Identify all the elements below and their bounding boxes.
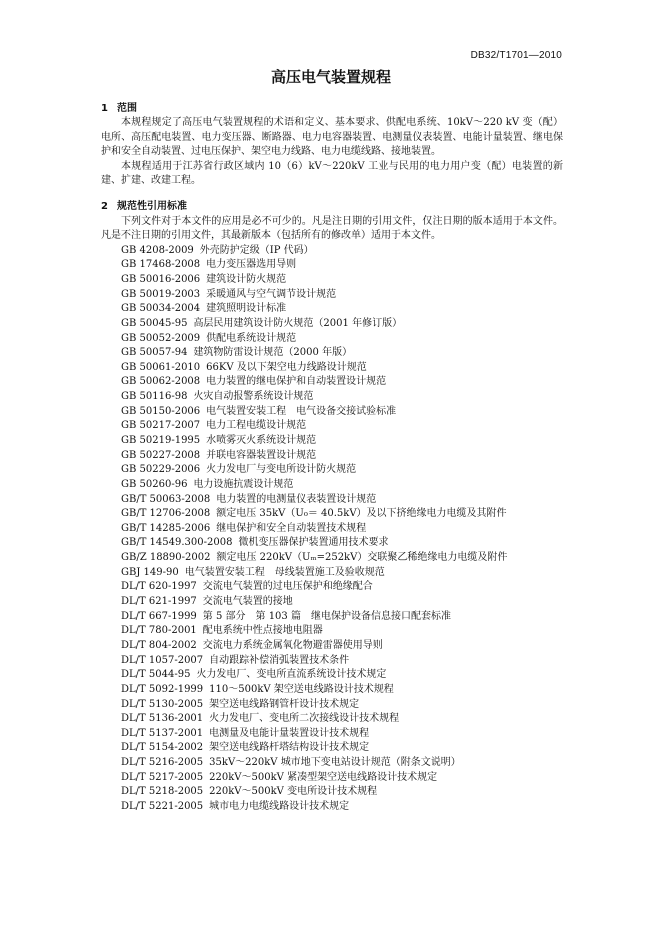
reference-code: GB 50150-2006 xyxy=(121,405,201,417)
reference-item xyxy=(121,551,563,566)
reference-title: 采暖通风与空气调节设计规范 xyxy=(206,288,337,300)
reference-title: 火灾自动报警系统设计规范 xyxy=(193,391,314,403)
reference-title: 配电系统中性点接地电阻器 xyxy=(202,625,323,637)
reference-code: DL/T 780-2001 xyxy=(121,625,197,637)
reference-title: 电气装置安装工程 电气设备交接试验标准 xyxy=(206,405,397,417)
reference-item xyxy=(121,375,563,390)
reference-title: 电测量及电能计量装置设计技术规程 xyxy=(209,727,370,739)
reference-item xyxy=(121,361,563,376)
reference-title: 供配电系统设计规范 xyxy=(206,332,297,344)
reference-item xyxy=(121,668,563,683)
reference-code: DL/T 5137-2001 xyxy=(121,727,204,739)
reference-item xyxy=(121,449,563,464)
reference-title: 高层民用建筑设计防火规范（2001 年修订版） xyxy=(193,317,403,329)
reference-title: 架空送电线路钢管杆设计技术规定 xyxy=(209,698,360,710)
reference-title: 建筑照明设计标准 xyxy=(206,303,287,315)
reference-title: 电力装置的电测量仪表装置设计规范 xyxy=(216,493,377,505)
reference-item xyxy=(121,536,563,551)
reference-code: GB 50260-96 xyxy=(121,478,188,490)
reference-title: 220kV～500kV 变电所设计技术规程 xyxy=(209,786,378,798)
section-heading-scope xyxy=(101,102,563,116)
scope-paragraph-1: 本规程规定了高压电气装置规程的术语和定义、基本要求、供配电系统、10kV～220 kV 变（配）电所、高压配电装置、电力变压器、断路器、电力电容器装置、电测量仪表装置、电能计量装置、继电保护和安全自动装置、过电压保护、架空电力线路、电力电缆线路、接地装置。 xyxy=(101,117,563,158)
reference-code: GB 50229-2006 xyxy=(121,464,201,476)
reference-code: DL/T 5044-95 xyxy=(121,669,191,681)
reference-code: DL/T 5130-2005 xyxy=(121,698,204,710)
reference-item xyxy=(121,258,563,273)
reference-item xyxy=(121,244,563,259)
section-number: 1 xyxy=(101,103,108,114)
reference-title: 额定电压 220kV（Uₘ=252kV）交联聚乙稀绝缘电力电缆及附件 xyxy=(216,552,508,564)
section-number: 2 xyxy=(101,201,108,213)
reference-code: GB 50116-98 xyxy=(121,391,188,403)
reference-item xyxy=(121,683,563,698)
document-code: DB32/T1701—2010 xyxy=(470,50,562,61)
reference-code: DL/T 5218-2005 xyxy=(121,786,204,798)
reference-code: DL/T 5154-2002 xyxy=(121,742,204,754)
reference-item xyxy=(121,317,563,332)
scope-paragraph-2: 本规程适用于江苏省行政区域内 10（6）kV～220kV 工业与民用的电力用户变（配）电装置的新建、扩建、改建工程。 xyxy=(101,160,563,187)
reference-title: 交流电气装置的接地 xyxy=(202,596,293,608)
reference-title: 微机变压器保护装置通用技术要求 xyxy=(238,537,389,549)
reference-title: 电力变压器选用导则 xyxy=(206,259,297,271)
reference-item xyxy=(121,493,563,508)
reference-code: DL/T 667-1999 xyxy=(121,610,197,622)
reference-item xyxy=(121,610,563,625)
reference-item xyxy=(121,419,563,434)
reference-title: 交流电力系统金属氧化物避雷器使用导则 xyxy=(202,639,383,651)
document-body xyxy=(101,102,563,815)
reference-code: DL/T 5217-2005 xyxy=(121,771,204,783)
reference-code: GB/T 50063-2008 xyxy=(121,493,211,505)
reference-item xyxy=(121,302,563,317)
reference-title: 火力发电厂与变电所设计防火规范 xyxy=(206,464,357,476)
reference-code: GB 50219-1995 xyxy=(121,434,201,446)
reference-code: GB 50052-2009 xyxy=(121,332,201,344)
reference-item xyxy=(121,741,563,756)
reference-code: GB/T 12706-2008 xyxy=(121,508,211,520)
reference-item xyxy=(121,332,563,347)
reference-code: DL/T 5216-2005 xyxy=(121,757,204,769)
reference-title: 自动跟踪补偿消弧装置技术条件 xyxy=(209,654,350,666)
reference-title: 电力工程电缆设计规范 xyxy=(206,420,307,432)
reference-title: 架空送电线路杆塔结构设计技术规定 xyxy=(209,742,370,754)
reference-item xyxy=(121,756,563,771)
reference-title: 第 5 部分 第 103 篇 继电保护设备信息接口配套标准 xyxy=(202,610,451,622)
reference-item xyxy=(121,595,563,610)
reference-item xyxy=(121,522,563,537)
reference-item xyxy=(121,288,563,303)
section-spacer xyxy=(101,188,563,200)
reference-item xyxy=(121,727,563,742)
reference-code: GBJ 149-90 xyxy=(121,566,179,578)
reference-code: DL/T 804-2002 xyxy=(121,639,197,651)
section-title: 规范性引用标准 xyxy=(117,201,187,213)
reference-code: GB 50057-94 xyxy=(121,347,188,359)
reference-item xyxy=(121,478,563,493)
reference-code: GB 17468-2008 xyxy=(121,259,201,271)
page-title: 高压电气装置规程 xyxy=(270,68,391,86)
reference-title: 建筑物防雷设计规范（2000 年版） xyxy=(193,347,353,359)
reference-title: 电力装置的继电保护和自动装置设计规范 xyxy=(206,376,387,388)
reference-code: GB 50061-2010 xyxy=(121,361,201,373)
reference-code: DL/T 5221-2005 xyxy=(121,801,204,812)
references-intro-paragraph: 下列文件对于本文件的应用是必不可少的。凡是注日期的引用文件，仅注日期的版本适用于本文件。凡是不注日期的引用文件，其最新版本（包括所有的修改单）适用于本文件。 xyxy=(101,215,563,242)
reference-title: 35kV～220kV 城市地下变电站设计规范（附条文说明） xyxy=(209,757,461,769)
reference-code: GB 50016-2006 xyxy=(121,273,201,285)
reference-title: 电力设施抗震设计规范 xyxy=(193,478,294,490)
reference-item xyxy=(121,463,563,478)
reference-title: 水喷雾灭火系统设计规范 xyxy=(206,434,317,446)
reference-code: GB/T 14549.300-2008 xyxy=(121,537,233,549)
reference-item xyxy=(121,654,563,669)
reference-list xyxy=(101,244,563,815)
reference-code: DL/T 620-1997 xyxy=(121,581,197,593)
reference-title: 继电保护和安全自动装置技术规程 xyxy=(216,522,367,534)
reference-item xyxy=(121,434,563,449)
reference-title: 交流电气装置的过电压保护和绝缘配合 xyxy=(202,581,373,593)
reference-title: 外壳防护定级（IP 代码） xyxy=(199,244,314,256)
reference-item xyxy=(121,273,563,288)
reference-title: 66KV 及以下架空电力线路设计规范 xyxy=(206,361,367,373)
reference-item xyxy=(121,624,563,639)
reference-item xyxy=(121,698,563,713)
section-title: 范围 xyxy=(117,103,137,114)
reference-code: DL/T 621-1997 xyxy=(121,596,197,608)
reference-item xyxy=(121,507,563,522)
reference-title: 火力发电厂、变电所二次接线设计技术规程 xyxy=(209,713,400,725)
reference-item xyxy=(121,800,563,815)
reference-code: GB 50227-2008 xyxy=(121,449,201,461)
section-heading-references xyxy=(101,200,563,214)
reference-title: 220kV～500kV 紧凑型架空送电线路设计技术规定 xyxy=(209,771,438,783)
reference-code: DL/T 5092-1999 xyxy=(121,683,204,695)
reference-title: 建筑设计防火规范 xyxy=(206,273,287,285)
reference-code: GB 50217-2007 xyxy=(121,420,201,432)
reference-item xyxy=(121,639,563,654)
reference-item xyxy=(121,785,563,800)
reference-code: DL/T 5136-2001 xyxy=(121,713,204,725)
reference-code: GB 50019-2003 xyxy=(121,288,201,300)
reference-item xyxy=(121,712,563,727)
reference-item xyxy=(121,566,563,581)
reference-title: 额定电压 35kV（U₀＝ 40.5kV）及以下挤绝缘电力电缆及其附件 xyxy=(216,508,507,520)
reference-item xyxy=(121,405,563,420)
reference-item xyxy=(121,346,563,361)
reference-title: 并联电容器装置设计规范 xyxy=(206,449,317,461)
reference-code: GB 50034-2004 xyxy=(121,303,201,315)
reference-code: GB 50062-2008 xyxy=(121,376,201,388)
reference-code: GB/T 14285-2006 xyxy=(121,522,211,534)
reference-code: GB 50045-95 xyxy=(121,317,188,329)
reference-item xyxy=(121,771,563,786)
reference-code: DL/T 1057-2007 xyxy=(121,654,204,666)
reference-code: GB/Z 18890-2002 xyxy=(121,552,211,564)
reference-title: 城市电力电缆线路设计技术规定 xyxy=(209,801,350,812)
reference-item xyxy=(121,390,563,405)
reference-title: 火力发电厂、变电所直流系统设计技术规定 xyxy=(196,669,387,681)
reference-code: GB 4208-2009 xyxy=(121,244,194,256)
reference-title: 电气装置安装工程 母线装置施工及验收规范 xyxy=(184,566,385,578)
reference-item xyxy=(121,580,563,595)
reference-title: 110～500kV 架空送电线路设计技术规程 xyxy=(209,683,394,695)
